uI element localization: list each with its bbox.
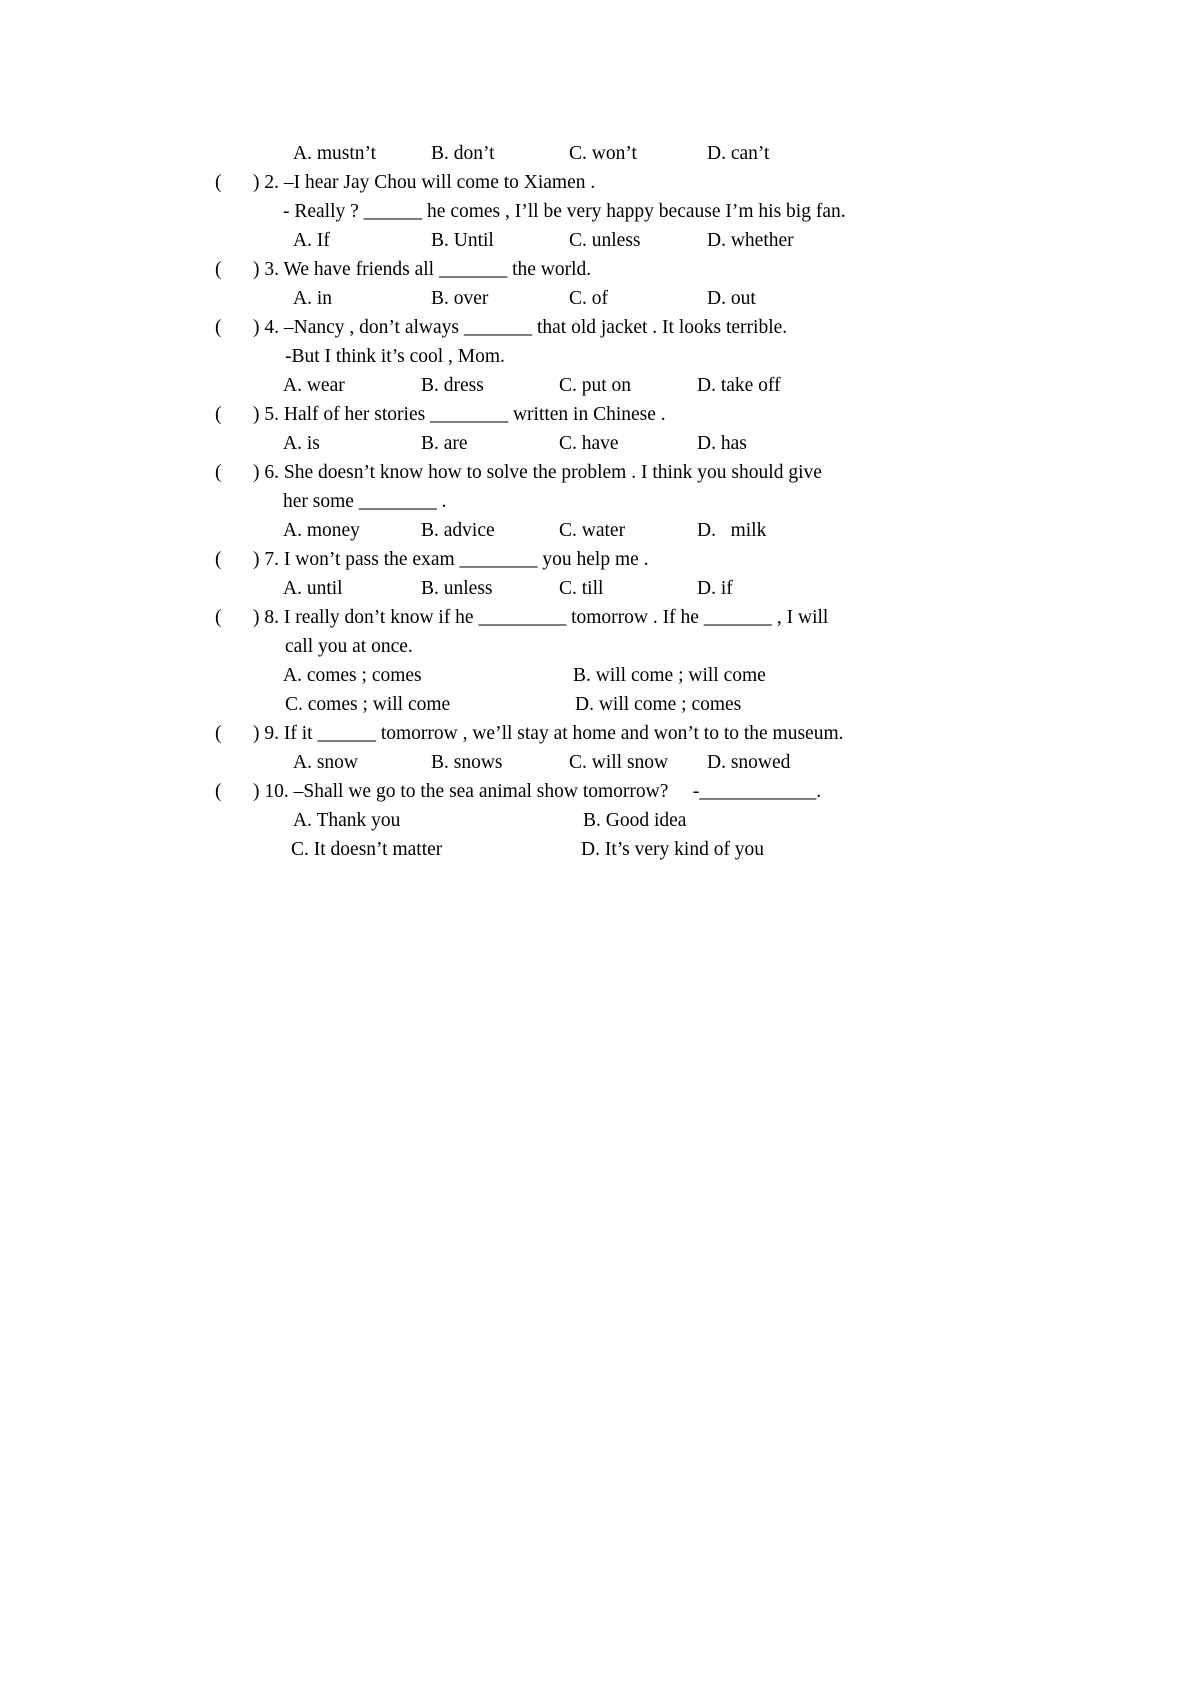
option-row: [215, 516, 985, 545]
question-line: [215, 400, 985, 429]
continuation-line: [215, 197, 985, 226]
option-row: [215, 690, 985, 719]
option-item: C. of: [569, 288, 608, 309]
question-content: [253, 777, 821, 806]
option-item: A. money: [283, 520, 360, 541]
option-item: A. is: [283, 433, 320, 454]
continuation-text: -But I think it’s cool , Mom.: [285, 346, 505, 367]
question-content: [253, 719, 844, 748]
question-line: [215, 168, 985, 197]
gutter-spacer: [215, 371, 253, 400]
question-content: [253, 400, 666, 429]
continuation-text: - Really ? ______ he comes , I’ll be very happy because I’m his big fan.: [283, 201, 846, 222]
question-number: ) 5.: [253, 404, 279, 425]
option-item: A. comes ; comes: [283, 665, 422, 686]
question-number: ) 7.: [253, 549, 279, 570]
option-item: B. are: [421, 433, 468, 454]
option-list: [253, 139, 845, 168]
option-item: A. in: [293, 288, 332, 309]
option-item: D. can’t: [707, 143, 770, 164]
question-text: If it ______ tomorrow , we’ll stay at home and won’t to to the museum.: [283, 723, 844, 744]
question-number: ) 6.: [253, 462, 279, 483]
question-number: ) 2.: [253, 172, 279, 193]
answer-bracket: (: [215, 462, 222, 483]
question-text: She doesn’t know how to solve the problem . I think you should give: [283, 462, 822, 483]
option-row: [215, 835, 985, 864]
option-list: [253, 226, 845, 255]
option-list: [253, 429, 835, 458]
option-row: [215, 806, 985, 835]
question-text: –Nancy , don’t always _______ that old jacket . It looks terrible.: [283, 317, 788, 338]
option-item: A. If: [293, 230, 330, 251]
answer-bracket: (: [215, 723, 222, 744]
gutter-spacer: [215, 661, 253, 690]
continuation-line: [215, 487, 985, 516]
answer-bracket: (: [215, 259, 222, 280]
question-number: ) 10.: [253, 781, 289, 802]
option-item: D. milk: [697, 520, 767, 541]
option-item: D. snowed: [707, 752, 791, 773]
gutter-spacer: [215, 574, 253, 603]
option-item: C. have: [559, 433, 619, 454]
question-line: [215, 255, 985, 284]
option-item: D. take off: [697, 375, 781, 396]
option-item: B. don’t: [431, 143, 495, 164]
option-list: [253, 516, 835, 545]
gutter-spacer: [215, 632, 253, 661]
option-item: D. out: [707, 288, 756, 309]
question-text: Half of her stories ________ written in Chinese .: [283, 404, 666, 425]
option-item: B. over: [431, 288, 489, 309]
option-item: B. Good idea: [583, 810, 687, 831]
option-item: B. will come ; will come: [573, 665, 766, 686]
option-item: C. won’t: [569, 143, 637, 164]
option-row: [215, 284, 985, 313]
answer-bracket: (: [215, 549, 222, 570]
option-list: [253, 284, 845, 313]
question-text: I won’t pass the exam ________ you help me .: [283, 549, 649, 570]
option-item: B. unless: [421, 578, 493, 599]
option-item: A. Thank you: [293, 810, 401, 831]
option-row: [215, 574, 985, 603]
continuation-text: call you at once.: [285, 636, 413, 657]
option-list: [253, 806, 873, 835]
question-content: [253, 545, 649, 574]
question-line: [215, 313, 985, 342]
question-number: ) 3.: [253, 259, 279, 280]
question-text: We have friends all _______ the world.: [283, 259, 592, 280]
question-line: [215, 458, 985, 487]
option-item: D. if: [697, 578, 733, 599]
option-list: [253, 661, 863, 690]
option-item: C. comes ; will come: [285, 694, 451, 715]
gutter-spacer: [215, 487, 253, 516]
question-text: –Shall we go to the sea animal show tomorrow? -____________.: [293, 781, 822, 802]
option-item: C. will snow: [569, 752, 669, 773]
answer-bracket: (: [215, 607, 222, 628]
option-row: [215, 139, 985, 168]
continuation-line: [215, 632, 985, 661]
option-item: A. snow: [293, 752, 359, 773]
option-list: [253, 574, 835, 603]
option-item: C. put on: [559, 375, 632, 396]
option-list: [253, 835, 871, 864]
gutter-spacer: [215, 197, 253, 226]
option-item: D. has: [697, 433, 747, 454]
question-content: [253, 168, 595, 197]
gutter-spacer: [215, 226, 253, 255]
question-line: [215, 719, 985, 748]
gutter-spacer: [215, 516, 253, 545]
gutter-spacer: [215, 690, 253, 719]
gutter-spacer: [215, 284, 253, 313]
option-item: B. dress: [421, 375, 484, 396]
option-item: A. mustn’t: [293, 143, 377, 164]
option-item: C. water: [559, 520, 626, 541]
option-item: D. will come ; comes: [575, 694, 742, 715]
option-item: C. unless: [569, 230, 641, 251]
answer-bracket: (: [215, 781, 222, 802]
gutter-spacer: [215, 835, 253, 864]
option-item: D. It’s very kind of you: [581, 839, 765, 860]
gutter-spacer: [215, 748, 253, 777]
question-content: [253, 458, 822, 487]
answer-bracket: (: [215, 404, 222, 425]
option-row: [215, 748, 985, 777]
option-item: B. snows: [431, 752, 503, 773]
gutter-spacer: [215, 139, 253, 168]
option-list: [253, 690, 865, 719]
option-row: [215, 371, 985, 400]
option-row: [215, 226, 985, 255]
gutter-spacer: [215, 806, 253, 835]
option-item: A. wear: [283, 375, 345, 396]
option-item: A. until: [283, 578, 343, 599]
question-content: [253, 255, 591, 284]
option-item: B. Until: [431, 230, 494, 251]
option-item: D. whether: [707, 230, 794, 251]
continuation-line: [215, 342, 985, 371]
question-line: [215, 545, 985, 574]
question-line: [215, 777, 985, 806]
option-list: [253, 748, 845, 777]
gutter-spacer: [215, 429, 253, 458]
question-content: [253, 313, 787, 342]
answer-bracket: (: [215, 317, 222, 338]
question-number: ) 8.: [253, 607, 279, 628]
question-line: [215, 603, 985, 632]
option-item: C. It doesn’t matter: [291, 839, 443, 860]
option-row: [215, 429, 985, 458]
gutter-spacer: [215, 342, 253, 371]
continuation-text: her some ________ .: [283, 491, 447, 512]
question-text: I really don’t know if he _________ tomorrow . If he _______ , I will: [283, 607, 829, 628]
question-content: [253, 603, 828, 632]
question-number: ) 4.: [253, 317, 279, 338]
option-row: [215, 661, 985, 690]
option-item: C. till: [559, 578, 604, 599]
option-item: B. advice: [421, 520, 495, 541]
document-body: [215, 139, 985, 864]
question-text: –I hear Jay Chou will come to Xiamen .: [283, 172, 596, 193]
question-number: ) 9.: [253, 723, 279, 744]
answer-bracket: (: [215, 172, 222, 193]
option-list: [253, 371, 835, 400]
